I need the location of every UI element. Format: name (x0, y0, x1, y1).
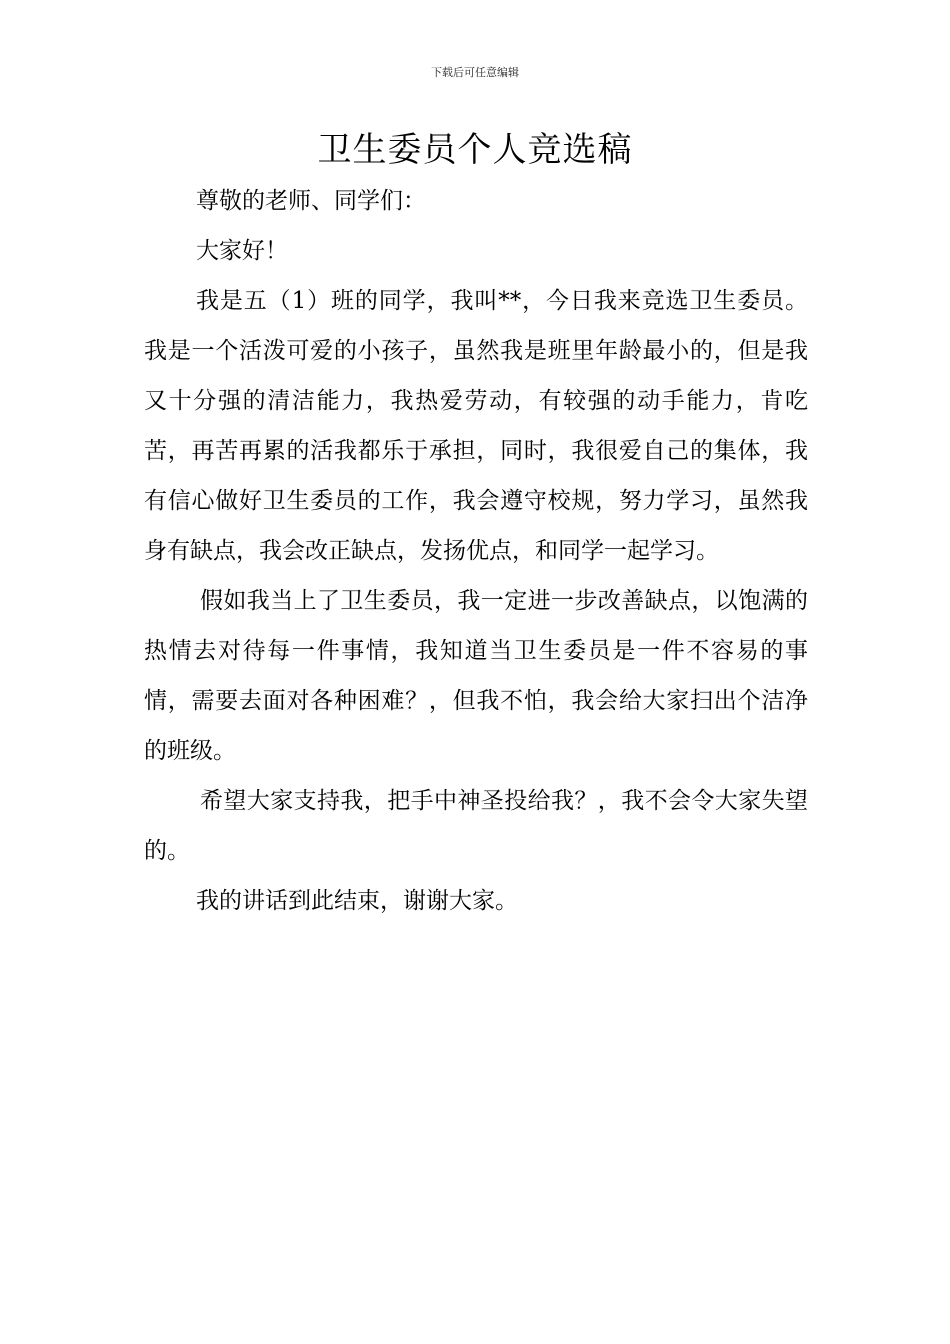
document-title: 卫生委员个人竞选稿 (317, 130, 633, 170)
paragraph-self-introduction: 我是五（1）班的同学，我叫**，今日我来竞选卫生委员。我是一个活泼可爱的小孩子，虽然我是班里年龄最小的，但是我又十分强的清洁能力，我热爱劳动，有较强的动手能力，肯吃苦，再苦再累的活我都乐于承担，同时，我很爱自己的集体，我有信心做好卫生委员的工作，我会遵守校规，努力学习，虽然我身有缺点，我会改正缺点，发扬优点，和同学一起学习。 (144, 288, 808, 564)
paragraph-request-support: 希望大家支持我，把手中神圣投给我？，我不会令大家失望的。 (144, 788, 808, 864)
document-body (144, 176, 808, 926)
greeting: 大家好！ (196, 238, 288, 264)
salutation: 尊敬的老师、同学们： (196, 188, 426, 214)
closing: 我的讲话到此结束，谢谢大家。 (196, 888, 518, 914)
header-note: 下载后可任意编辑 (431, 66, 519, 79)
paragraph-promise: 假如我当上了卫生委员，我一定进一步改善缺点，以饱满的热情去对待每一件事情，我知道当卫生委员是一件不容易的事情，需要去面对各种困难？，但我不怕，我会给大家扫出个洁净的班级。 (144, 588, 808, 764)
